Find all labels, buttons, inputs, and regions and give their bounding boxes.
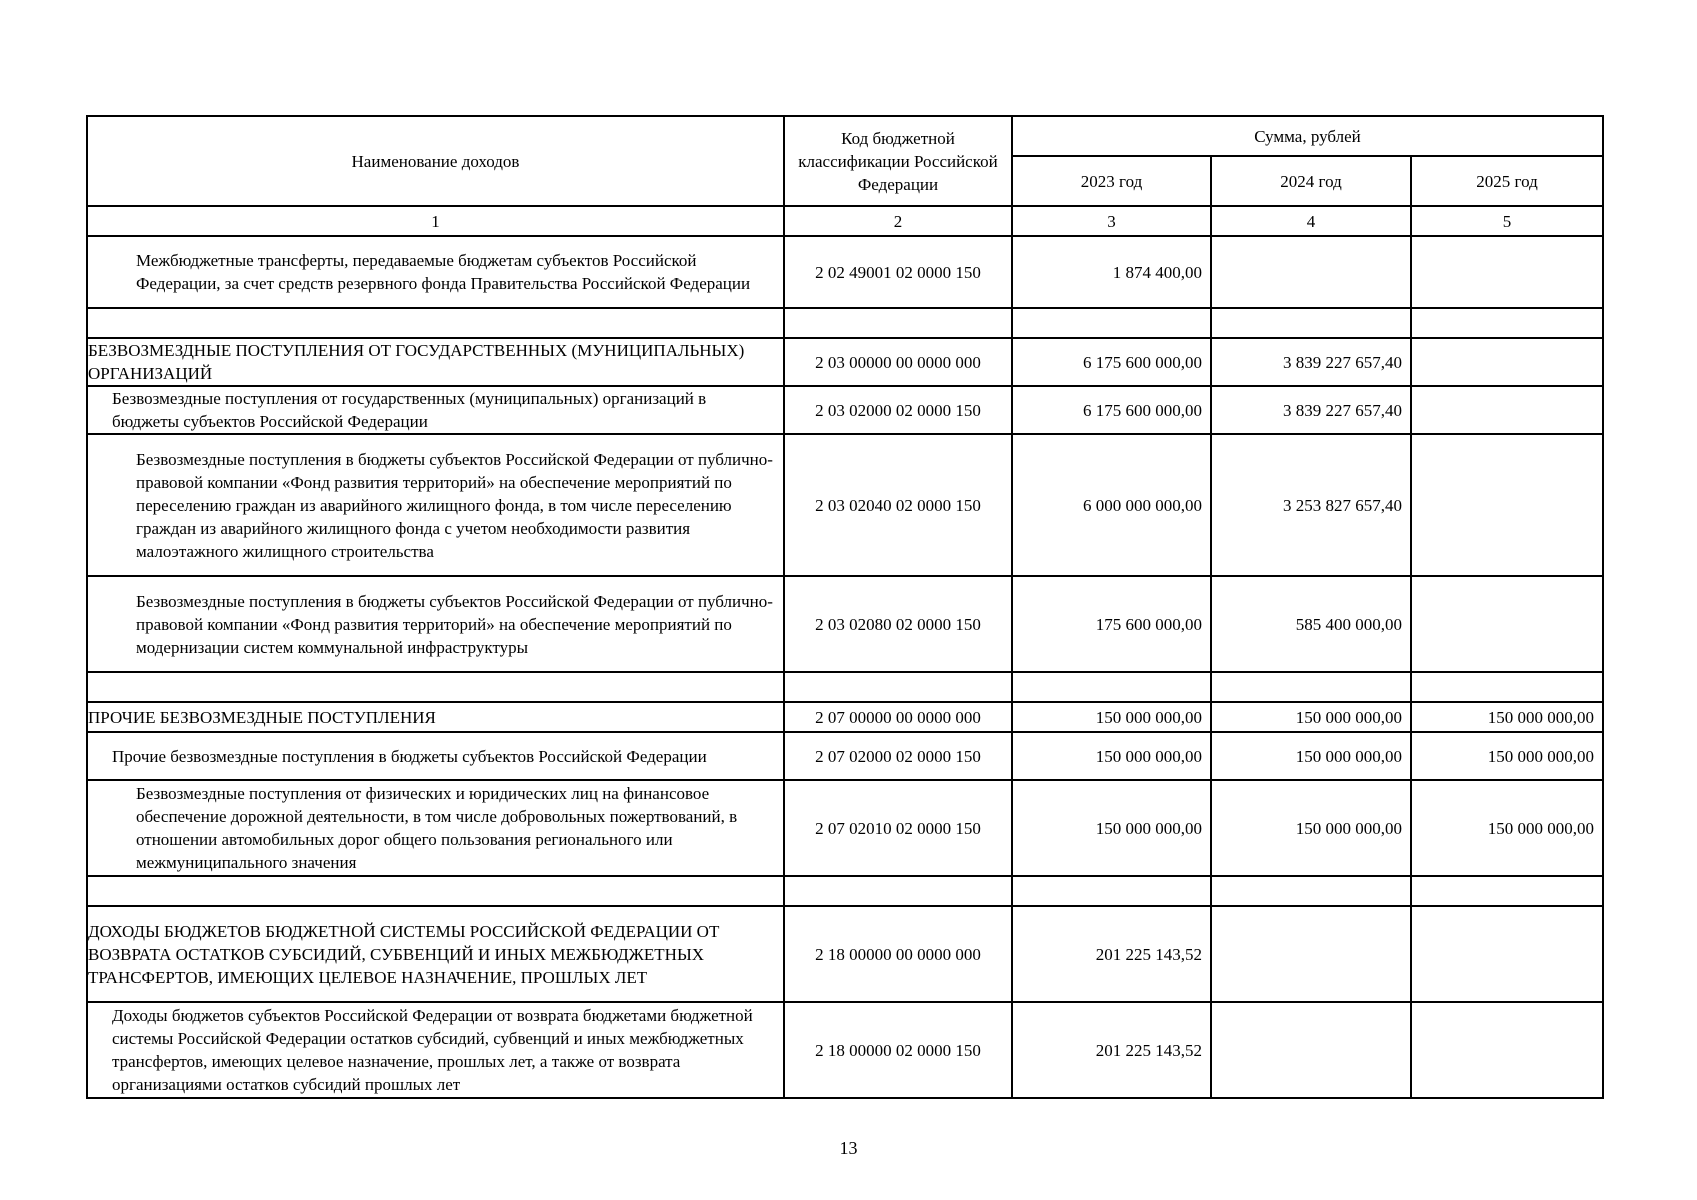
budget-code-cell: 2 03 02040 02 0000 150 <box>784 434 1012 576</box>
budget-code-cell: 2 02 49001 02 0000 150 <box>784 236 1012 308</box>
column-number: 1 <box>87 206 784 236</box>
amount-2025-cell: 150 000 000,00 <box>1411 780 1603 876</box>
budget-code-cell: 2 03 02000 02 0000 150 <box>784 386 1012 434</box>
income-name-cell: Безвозмездные поступления от физических и юридических лиц на финансовое обеспечение дорожной деятельности, в том числе добровольных пожертвований, в отношении автомобильных дорог общего пользования регионального или межмуниципального значения <box>87 780 784 876</box>
amount-2025-cell <box>1411 906 1603 1002</box>
amount-2025-cell <box>1411 576 1603 672</box>
amount-2023-cell: 175 600 000,00 <box>1012 576 1211 672</box>
income-name-cell: Безвозмездные поступления в бюджеты субъектов Российской Федерации от публично-правовой компании «Фонд развития территорий» на обеспечение мероприятий по модернизации систем коммунальной инфраструктуры <box>87 576 784 672</box>
empty-cell <box>1211 876 1411 906</box>
header-year-2025: 2025 год <box>1411 156 1603 206</box>
amount-2023-cell: 6 175 600 000,00 <box>1012 386 1211 434</box>
revenue-table <box>86 115 1604 1099</box>
table-row <box>87 906 1603 1002</box>
amount-2023-cell: 6 000 000 000,00 <box>1012 434 1211 576</box>
empty-cell <box>784 876 1012 906</box>
amount-2023-cell: 201 225 143,52 <box>1012 906 1211 1002</box>
empty-cell <box>1012 876 1211 906</box>
budget-code-cell: 2 03 02080 02 0000 150 <box>784 576 1012 672</box>
amount-2024-cell: 150 000 000,00 <box>1211 780 1411 876</box>
amount-2025-cell <box>1411 386 1603 434</box>
amount-2023-cell: 201 225 143,52 <box>1012 1002 1211 1098</box>
header-sum: Сумма, рублей <box>1012 116 1603 156</box>
header-year-2024: 2024 год <box>1211 156 1411 206</box>
budget-code-cell: 2 18 00000 02 0000 150 <box>784 1002 1012 1098</box>
empty-cell <box>1211 308 1411 338</box>
income-name-cell: Безвозмездные поступления в бюджеты субъектов Российской Федерации от публично-правовой компании «Фонд развития территорий» на обеспечение мероприятий по переселению граждан из аварийного жилищного фонда, в том числе переселению граждан из аварийного жилищного фонда с учетом необходимости развития малоэтажного жилищного строительства <box>87 434 784 576</box>
budget-code-cell: 2 03 00000 00 0000 000 <box>784 338 1012 386</box>
amount-2024-cell <box>1211 1002 1411 1098</box>
header-budget-code: Код бюджетной классификации Российской Федерации <box>784 116 1012 206</box>
amount-2024-cell: 585 400 000,00 <box>1211 576 1411 672</box>
budget-code-cell: 2 18 00000 00 0000 000 <box>784 906 1012 1002</box>
income-name-cell: ДОХОДЫ БЮДЖЕТОВ БЮДЖЕТНОЙ СИСТЕМЫ РОССИЙСКОЙ ФЕДЕРАЦИИ ОТ ВОЗВРАТА ОСТАТКОВ СУБСИДИЙ, СУБВЕНЦИЙ И ИНЫХ МЕЖБЮДЖЕТНЫХ ТРАНСФЕРТОВ, ИМЕЮЩИХ ЦЕЛЕВОЕ НАЗНАЧЕНИЕ, ПРОШЛЫХ ЛЕТ <box>87 906 784 1002</box>
budget-code-cell: 2 07 00000 00 0000 000 <box>784 702 1012 732</box>
spacer-row <box>87 672 1603 702</box>
column-number: 4 <box>1211 206 1411 236</box>
page-number: 13 <box>839 1138 858 1158</box>
empty-cell <box>1411 876 1603 906</box>
amount-2024-cell: 150 000 000,00 <box>1211 732 1411 780</box>
empty-cell <box>87 308 784 338</box>
spacer-row <box>87 876 1603 906</box>
table-row <box>87 1002 1603 1098</box>
budget-code-cell: 2 07 02000 02 0000 150 <box>784 732 1012 780</box>
amount-2025-cell <box>1411 1002 1603 1098</box>
amount-2025-cell <box>1411 338 1603 386</box>
amount-2025-cell: 150 000 000,00 <box>1411 702 1603 732</box>
income-name-cell: Доходы бюджетов субъектов Российской Федерации от возврата бюджетами бюджетной системы Российской Федерации остатков субсидий, субвенций и иных межбюджетных трансфертов, имеющих целевое назначение, прошлых лет, а также от возврата организациями остатков субсидий прошлых лет <box>87 1002 784 1098</box>
amount-2024-cell: 3 253 827 657,40 <box>1211 434 1411 576</box>
empty-cell <box>1012 308 1211 338</box>
empty-cell <box>784 672 1012 702</box>
budget-code-cell: 2 07 02010 02 0000 150 <box>784 780 1012 876</box>
header-income-name: Наименование доходов <box>87 116 784 206</box>
column-number: 3 <box>1012 206 1211 236</box>
empty-cell <box>87 876 784 906</box>
column-number: 2 <box>784 206 1012 236</box>
amount-2025-cell <box>1411 236 1603 308</box>
amount-2023-cell: 150 000 000,00 <box>1012 780 1211 876</box>
income-name-cell: Межбюджетные трансферты, передаваемые бюджетам субъектов Российской Федерации, за счет средств резервного фонда Правительства Российской Федерации <box>87 236 784 308</box>
table-row <box>87 338 1603 386</box>
empty-cell <box>784 308 1012 338</box>
empty-cell <box>87 672 784 702</box>
income-name-cell: ПРОЧИЕ БЕЗВОЗМЕЗДНЫЕ ПОСТУПЛЕНИЯ <box>87 702 784 732</box>
table-row <box>87 386 1603 434</box>
empty-cell <box>1411 308 1603 338</box>
empty-cell <box>1211 672 1411 702</box>
table-row <box>87 702 1603 732</box>
income-name-cell: Безвозмездные поступления от государственных (муниципальных) организаций в бюджеты субъектов Российской Федерации <box>87 386 784 434</box>
amount-2024-cell: 3 839 227 657,40 <box>1211 338 1411 386</box>
empty-cell <box>1012 672 1211 702</box>
amount-2024-cell <box>1211 906 1411 1002</box>
table-row <box>87 780 1603 876</box>
amount-2023-cell: 150 000 000,00 <box>1012 732 1211 780</box>
amount-2023-cell: 6 175 600 000,00 <box>1012 338 1211 386</box>
amount-2024-cell: 150 000 000,00 <box>1211 702 1411 732</box>
header-year-2023: 2023 год <box>1012 156 1211 206</box>
income-name-cell: БЕЗВОЗМЕЗДНЫЕ ПОСТУПЛЕНИЯ ОТ ГОСУДАРСТВЕННЫХ (МУНИЦИПАЛЬНЫХ) ОРГАНИЗАЦИЙ <box>87 338 784 386</box>
amount-2025-cell <box>1411 434 1603 576</box>
empty-cell <box>1411 672 1603 702</box>
amount-2023-cell: 150 000 000,00 <box>1012 702 1211 732</box>
amount-2025-cell: 150 000 000,00 <box>1411 732 1603 780</box>
table-row <box>87 732 1603 780</box>
table-row <box>87 576 1603 672</box>
table-body <box>87 236 1603 1098</box>
table-row <box>87 236 1603 308</box>
amount-2024-cell <box>1211 236 1411 308</box>
amount-2023-cell: 1 874 400,00 <box>1012 236 1211 308</box>
table-row <box>87 434 1603 576</box>
amount-2024-cell: 3 839 227 657,40 <box>1211 386 1411 434</box>
income-name-cell: Прочие безвозмездные поступления в бюджеты субъектов Российской Федерации <box>87 732 784 780</box>
column-number: 5 <box>1411 206 1603 236</box>
spacer-row <box>87 308 1603 338</box>
